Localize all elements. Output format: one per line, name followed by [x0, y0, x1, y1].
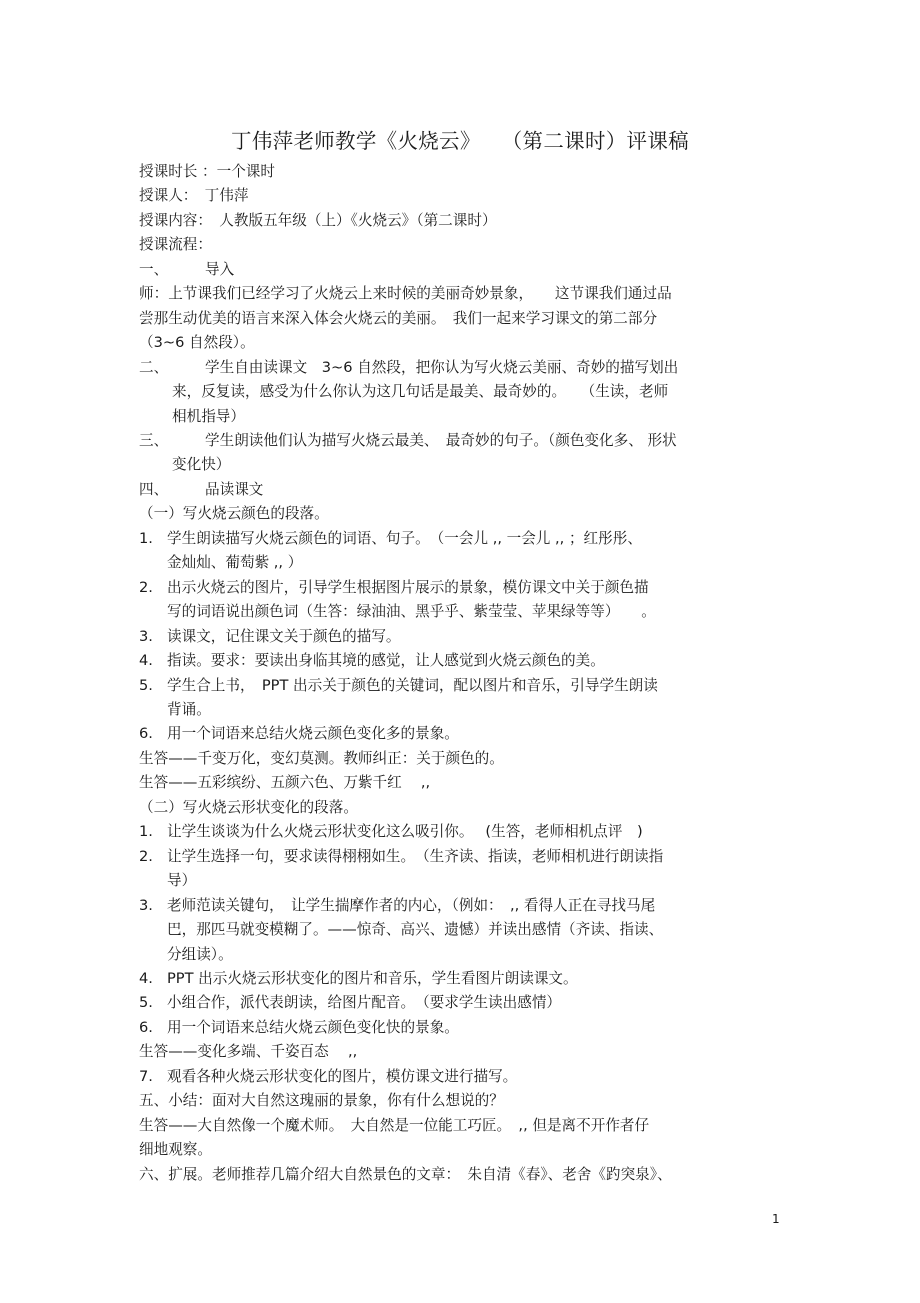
- list-item: [139, 820, 789, 844]
- list-text: 学生合上书， PPT 出示关于颜色的关键词，配以图片和音乐，引导学生朗读: [167, 676, 658, 694]
- list-number: 4.: [139, 652, 153, 670]
- list-text: 小组合作，派代表朗读，给图片配音。 （要求学生读出感情）: [167, 994, 562, 1012]
- list-number: 1.: [139, 823, 153, 841]
- list-item: [139, 527, 789, 551]
- list-number: 5.: [139, 676, 153, 694]
- section-heading: [139, 478, 789, 502]
- list-number: 3.: [139, 627, 153, 645]
- list-text: 学生朗读描写火烧云颜色的词语、句子。 （一会儿 ,, 一会儿 ,, ；红彤彤、: [167, 529, 642, 547]
- section-text: 学生自由读课文 3~6 自然段，把你认为写火烧云美丽、奇妙的描写划出: [205, 358, 679, 376]
- text-line: 授课内容： 人教版五年级（上）《火烧云》（第二课时）: [139, 211, 497, 229]
- section-heading: 六、扩展。老师推荐几篇介绍大自然景色的文章： 朱自清《春》、老舍《趵突泉》、: [139, 1165, 672, 1183]
- text-line: 生答——大自然像一个魔术师。 大自然是一位能工巧匠。 ,, 但是离不开作者仔: [139, 1116, 650, 1134]
- list-item: [139, 722, 789, 746]
- list-number: 1.: [139, 529, 153, 547]
- list-text: 用一个词语来总结火烧云颜色变化快的景象。: [167, 1018, 459, 1036]
- text-line: 尝那生动优美的语言来深入体会火烧云的美丽。 我们一起来学习课文的第二部分: [139, 309, 658, 327]
- section-title: 品读课文: [205, 480, 264, 498]
- list-text: 让学生谈谈为什么火烧云形状变化这么吸引你。 (生答，老师相机点评 ): [167, 823, 643, 841]
- text-line: （3~6 自然段）。: [139, 334, 255, 352]
- section-heading: [139, 429, 789, 453]
- list-item: [139, 845, 789, 869]
- text-line: 相机指导）: [172, 407, 245, 425]
- text-line: 授课时长 ：一个课时: [139, 163, 275, 180]
- list-number: 5.: [139, 994, 153, 1012]
- list-item: [139, 674, 789, 698]
- document-body: [139, 160, 789, 1187]
- section-number: 四、: [139, 480, 169, 498]
- text-line: 细地观察。: [139, 1141, 212, 1159]
- page-number: 1: [772, 1212, 780, 1226]
- section-heading: 五、小结：面对大自然这瑰丽的景象，你有什么想说的？: [139, 1092, 504, 1110]
- section-title: 导入: [205, 260, 235, 278]
- text-line: 金灿灿、葡萄紫 ,, ）: [167, 554, 303, 572]
- list-item: [139, 967, 789, 991]
- list-text: 读课文，记住课文关于颜色的描写。: [167, 627, 401, 645]
- text-line: 写的词语说出颜色词（生答：绿油油、黑乎乎、紫莹莹、苹果绿等等） 。: [167, 603, 656, 621]
- subsection-heading: （一）写火烧云颜色的段落。: [139, 505, 329, 523]
- list-number: 4.: [139, 969, 153, 987]
- text-line: 来，反复读，感受为什么你认为这几句话是最美、最奇妙的。 （生读，老师: [172, 383, 669, 401]
- list-text: 出示火烧云的图片，引导学生根据图片展示的景象，模仿课文中关于颜色描: [167, 578, 649, 596]
- text-line: 分组读）。: [167, 945, 233, 963]
- list-item: [139, 576, 789, 600]
- text-line: 师：上节课我们已经学习了火烧云上来时候的美丽奇妙景象， 这节课我们通过品: [139, 285, 672, 303]
- list-number: 2.: [139, 578, 153, 596]
- text-line: 导）: [167, 872, 197, 890]
- text-line: 生答——变化多端、千姿百态 ,,: [139, 1043, 358, 1061]
- section-heading: [139, 258, 789, 282]
- list-text: 老师范读关键句， 让学生揣摩作者的内心，（例如： ,, 看得人正在寻找马尾: [167, 896, 656, 914]
- list-item: [139, 991, 789, 1015]
- list-number: 2.: [139, 847, 153, 865]
- list-text: 用一个词语来总结火烧云颜色变化多的景象。: [167, 725, 459, 743]
- list-text: 指读。要求：要读出身临其境的感觉，让人感觉到火烧云颜色的美。: [167, 652, 605, 670]
- section-heading: [139, 356, 789, 380]
- list-text: 让学生选择一句，要求读得栩栩如生。 （生齐读、指读，老师相机进行朗读指: [167, 847, 664, 865]
- section-number: 三、: [139, 431, 169, 449]
- list-item: [139, 894, 789, 918]
- section-number: 一、: [139, 260, 169, 278]
- list-text: PPT 出示火烧云形状变化的图片和音乐，学生看图片朗读课文。: [167, 969, 578, 987]
- list-item: [139, 1065, 789, 1089]
- list-item: [139, 625, 789, 649]
- text-line: 授课流程：: [139, 236, 212, 254]
- list-item: [139, 1016, 789, 1040]
- text-line: 生答——千变万化，变幻莫测。教师纠正：关于颜色的。: [139, 749, 504, 767]
- section-text: 学生朗读他们认为描写火烧云最美、 最奇妙的句子。（颜色变化多、 形状: [205, 431, 677, 449]
- list-item: [139, 649, 789, 673]
- text-line: 巴，那匹马就变模糊了。——惊奇、高兴、遗憾）并读出感情（齐读、指读、: [167, 921, 664, 939]
- document-title: 丁伟萍老师教学《火烧云》 （第二课时）评课稿: [231, 129, 689, 153]
- list-text: 观看各种火烧云形状变化的图片，模仿课文进行描写。: [167, 1067, 518, 1085]
- text-line: 授课人： 丁伟萍: [139, 187, 249, 205]
- list-number: 6.: [139, 1018, 153, 1036]
- subsection-heading: （二）写火烧云形状变化的段落。: [139, 798, 358, 816]
- section-number: 二、: [139, 358, 169, 376]
- text-line: 变化快）: [172, 456, 231, 474]
- list-number: 3.: [139, 896, 153, 914]
- text-line: 背诵。: [167, 700, 211, 718]
- list-number: 6.: [139, 725, 153, 743]
- text-line: 生答——五彩缤纷、五颜六色、万紫千红 ,,: [139, 774, 431, 792]
- list-number: 7.: [139, 1067, 153, 1085]
